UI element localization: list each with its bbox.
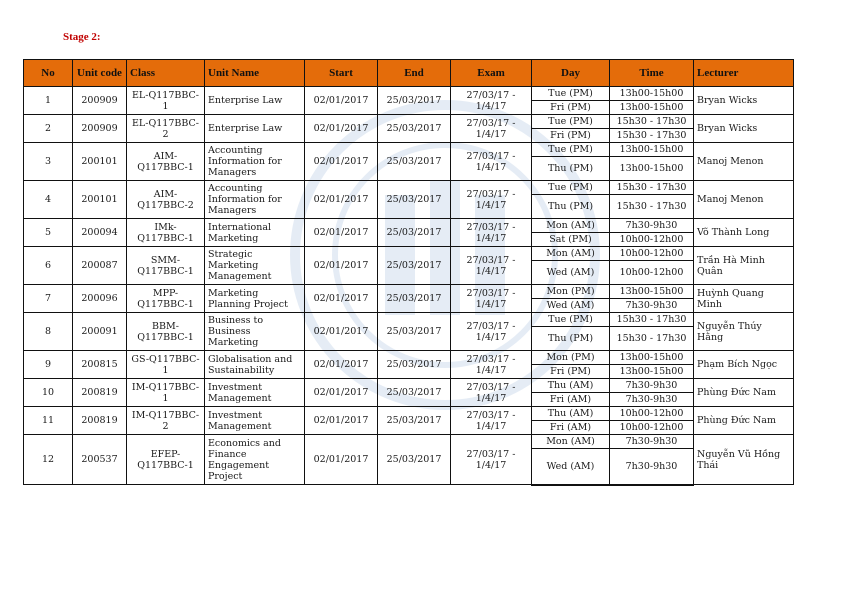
start-date-cell: 02/01/2017	[305, 285, 378, 313]
lecturer-cell: Huỳnh Quang Minh	[694, 285, 794, 313]
row-number: 10	[24, 379, 73, 407]
start-date-cell: 02/01/2017	[305, 87, 378, 115]
end-date-cell: 25/03/2017	[378, 181, 451, 219]
class-cell: IM-Q117BBC-2	[127, 407, 205, 435]
day-cell: Tue (PM)	[532, 313, 610, 327]
unit-code-cell: 200094	[73, 219, 127, 247]
exam-period-cell: 27/03/17 - 1/4/17	[451, 285, 532, 313]
exam-period-cell: 27/03/17 - 1/4/17	[451, 143, 532, 181]
col-exam: Exam	[451, 60, 532, 87]
time-cell: 10h00-12h00	[610, 407, 694, 421]
unit-code-cell: 200091	[73, 313, 127, 351]
col-class: Class	[127, 60, 205, 87]
row-number: 6	[24, 247, 73, 285]
table-row	[24, 407, 794, 421]
schedule-table	[23, 59, 794, 486]
row-number: 11	[24, 407, 73, 435]
unit-name-cell: Enterprise Law	[205, 115, 305, 143]
time-cell: 13h00-15h00	[610, 87, 694, 101]
exam-period-cell: 27/03/17 - 1/4/17	[451, 219, 532, 247]
table-row	[24, 143, 794, 157]
class-cell: GS-Q117BBC-1	[127, 351, 205, 379]
time-cell: 10h00-12h00	[610, 233, 694, 247]
row-number: 12	[24, 435, 73, 485]
time-cell: 10h00-12h00	[610, 421, 694, 435]
time-cell: 15h30 - 17h30	[610, 115, 694, 129]
day-cell: Tue (PM)	[532, 181, 610, 195]
time-cell: 7h30-9h30	[610, 219, 694, 233]
day-cell: Fri (PM)	[532, 365, 610, 379]
table-row	[24, 87, 794, 101]
start-date-cell: 02/01/2017	[305, 219, 378, 247]
stage-title: Stage 2:	[63, 31, 101, 43]
unit-name-cell: Globalisation and Sustainability	[205, 351, 305, 379]
col-no: No	[24, 60, 73, 87]
class-cell: AIM-Q117BBC-2	[127, 181, 205, 219]
col-lecturer: Lecturer	[694, 60, 794, 87]
table-row	[24, 435, 794, 449]
end-date-cell: 25/03/2017	[378, 143, 451, 181]
col-unit-name: Unit Name	[205, 60, 305, 87]
start-date-cell: 02/01/2017	[305, 247, 378, 285]
class-cell: EFEP-Q117BBC-1	[127, 435, 205, 485]
start-date-cell: 02/01/2017	[305, 181, 378, 219]
end-date-cell: 25/03/2017	[378, 435, 451, 485]
class-cell: BBM-Q117BBC-1	[127, 313, 205, 351]
lecturer-cell: Phùng Đức Nam	[694, 379, 794, 407]
class-cell: IMk-Q117BBC-1	[127, 219, 205, 247]
start-date-cell: 02/01/2017	[305, 435, 378, 485]
end-date-cell: 25/03/2017	[378, 407, 451, 435]
unit-name-cell: International Marketing	[205, 219, 305, 247]
row-number: 4	[24, 181, 73, 219]
unit-code-cell: 200909	[73, 115, 127, 143]
unit-code-cell: 200909	[73, 87, 127, 115]
time-cell: 13h00-15h00	[610, 157, 694, 181]
day-cell: Mon (AM)	[532, 219, 610, 233]
start-date-cell: 02/01/2017	[305, 379, 378, 407]
day-cell: Fri (AM)	[532, 421, 610, 435]
row-number: 1	[24, 87, 73, 115]
row-number: 8	[24, 313, 73, 351]
day-cell: Tue (PM)	[532, 143, 610, 157]
table-row	[24, 313, 794, 327]
day-cell: Wed (AM)	[532, 299, 610, 313]
start-date-cell: 02/01/2017	[305, 351, 378, 379]
day-cell: Thu (PM)	[532, 195, 610, 219]
day-cell: Thu (AM)	[532, 379, 610, 393]
row-number: 2	[24, 115, 73, 143]
time-cell: 13h00-15h00	[610, 365, 694, 379]
table-row	[24, 115, 794, 129]
class-cell: EL-Q117BBC-1	[127, 87, 205, 115]
unit-code-cell: 200096	[73, 285, 127, 313]
start-date-cell: 02/01/2017	[305, 115, 378, 143]
exam-period-cell: 27/03/17 - 1/4/17	[451, 181, 532, 219]
table-row	[24, 247, 794, 261]
time-cell: 10h00-12h00	[610, 261, 694, 285]
day-cell: Mon (AM)	[532, 247, 610, 261]
time-cell: 7h30-9h30	[610, 299, 694, 313]
lecturer-cell: Trần Hà Minh Quân	[694, 247, 794, 285]
class-cell: SMM-Q117BBC-1	[127, 247, 205, 285]
start-date-cell: 02/01/2017	[305, 313, 378, 351]
end-date-cell: 25/03/2017	[378, 87, 451, 115]
unit-name-cell: Investment Management	[205, 407, 305, 435]
exam-period-cell: 27/03/17 - 1/4/17	[451, 247, 532, 285]
time-cell: 15h30 - 17h30	[610, 181, 694, 195]
day-cell: Fri (PM)	[532, 129, 610, 143]
exam-period-cell: 27/03/17 - 1/4/17	[451, 379, 532, 407]
col-unit-code: Unit code	[73, 60, 127, 87]
lecturer-cell: Phạm Bích Ngọc	[694, 351, 794, 379]
lecturer-cell: Phùng Đức Nam	[694, 407, 794, 435]
col-end: End	[378, 60, 451, 87]
time-cell: 13h00-15h00	[610, 101, 694, 115]
class-cell: EL-Q117BBC-2	[127, 115, 205, 143]
table-row	[24, 285, 794, 299]
day-cell: Sat (PM)	[532, 233, 610, 247]
day-cell: Mon (AM)	[532, 435, 610, 449]
class-cell: AIM-Q117BBC-1	[127, 143, 205, 181]
col-day: Day	[532, 60, 610, 87]
day-cell: Wed (AM)	[532, 261, 610, 285]
lecturer-cell: Manoj Menon	[694, 181, 794, 219]
unit-name-cell: Enterprise Law	[205, 87, 305, 115]
time-cell: 15h30 - 17h30	[610, 129, 694, 143]
unit-code-cell: 200087	[73, 247, 127, 285]
end-date-cell: 25/03/2017	[378, 379, 451, 407]
table-row	[24, 379, 794, 393]
lecturer-cell: Võ Thành Long	[694, 219, 794, 247]
exam-period-cell: 27/03/17 - 1/4/17	[451, 407, 532, 435]
time-cell: 7h30-9h30	[610, 435, 694, 449]
day-cell: Thu (PM)	[532, 157, 610, 181]
end-date-cell: 25/03/2017	[378, 313, 451, 351]
end-date-cell: 25/03/2017	[378, 351, 451, 379]
unit-name-cell: Business to Business Marketing	[205, 313, 305, 351]
row-number: 3	[24, 143, 73, 181]
end-date-cell: 25/03/2017	[378, 115, 451, 143]
lecturer-cell: Manoj Menon	[694, 143, 794, 181]
day-cell: Mon (PM)	[532, 351, 610, 365]
time-cell: 13h00-15h00	[610, 285, 694, 299]
unit-code-cell: 200815	[73, 351, 127, 379]
unit-name-cell: Marketing Planning Project	[205, 285, 305, 313]
unit-code-cell: 200819	[73, 379, 127, 407]
row-number: 9	[24, 351, 73, 379]
lecturer-cell: Nguyễn Vũ Hồng Thái	[694, 435, 794, 485]
time-cell: 10h00-12h00	[610, 247, 694, 261]
time-cell: 15h30 - 17h30	[610, 327, 694, 351]
time-cell: 7h30-9h30	[610, 379, 694, 393]
unit-name-cell: Strategic Marketing Management	[205, 247, 305, 285]
row-number: 7	[24, 285, 73, 313]
lecturer-cell: Bryan Wicks	[694, 115, 794, 143]
day-cell: Tue (PM)	[532, 87, 610, 101]
unit-name-cell: Accounting Information for Managers	[205, 143, 305, 181]
lecturer-cell: Nguyễn Thúy Hằng	[694, 313, 794, 351]
class-cell: IM-Q117BBC-1	[127, 379, 205, 407]
day-cell: Fri (AM)	[532, 393, 610, 407]
class-cell: MPP-Q117BBC-1	[127, 285, 205, 313]
time-cell: 7h30-9h30	[610, 449, 694, 485]
start-date-cell: 02/01/2017	[305, 407, 378, 435]
day-cell: Fri (PM)	[532, 101, 610, 115]
end-date-cell: 25/03/2017	[378, 219, 451, 247]
day-cell: Tue (PM)	[532, 115, 610, 129]
time-cell: 7h30-9h30	[610, 393, 694, 407]
header-row	[24, 60, 794, 87]
end-date-cell: 25/03/2017	[378, 247, 451, 285]
unit-code-cell: 200101	[73, 181, 127, 219]
exam-period-cell: 27/03/17 - 1/4/17	[451, 313, 532, 351]
time-cell: 13h00-15h00	[610, 143, 694, 157]
table-row	[24, 181, 794, 195]
exam-period-cell: 27/03/17 - 1/4/17	[451, 115, 532, 143]
col-time: Time	[610, 60, 694, 87]
end-date-cell: 25/03/2017	[378, 285, 451, 313]
unit-name-cell: Investment Management	[205, 379, 305, 407]
unit-code-cell: 200537	[73, 435, 127, 485]
day-cell: Thu (PM)	[532, 327, 610, 351]
day-cell: Mon (PM)	[532, 285, 610, 299]
exam-period-cell: 27/03/17 - 1/4/17	[451, 435, 532, 485]
exam-period-cell: 27/03/17 - 1/4/17	[451, 87, 532, 115]
day-cell: Wed (AM)	[532, 449, 610, 485]
col-start: Start	[305, 60, 378, 87]
unit-name-cell: Economics and Finance Engagement Project	[205, 435, 305, 485]
row-number: 5	[24, 219, 73, 247]
start-date-cell: 02/01/2017	[305, 143, 378, 181]
exam-period-cell: 27/03/17 - 1/4/17	[451, 351, 532, 379]
unit-code-cell: 200819	[73, 407, 127, 435]
time-cell: 15h30 - 17h30	[610, 313, 694, 327]
unit-code-cell: 200101	[73, 143, 127, 181]
table-row	[24, 351, 794, 365]
time-cell: 15h30 - 17h30	[610, 195, 694, 219]
unit-name-cell: Accounting Information for Managers	[205, 181, 305, 219]
day-cell: Thu (AM)	[532, 407, 610, 421]
lecturer-cell: Bryan Wicks	[694, 87, 794, 115]
time-cell: 13h00-15h00	[610, 351, 694, 365]
table-row	[24, 219, 794, 233]
